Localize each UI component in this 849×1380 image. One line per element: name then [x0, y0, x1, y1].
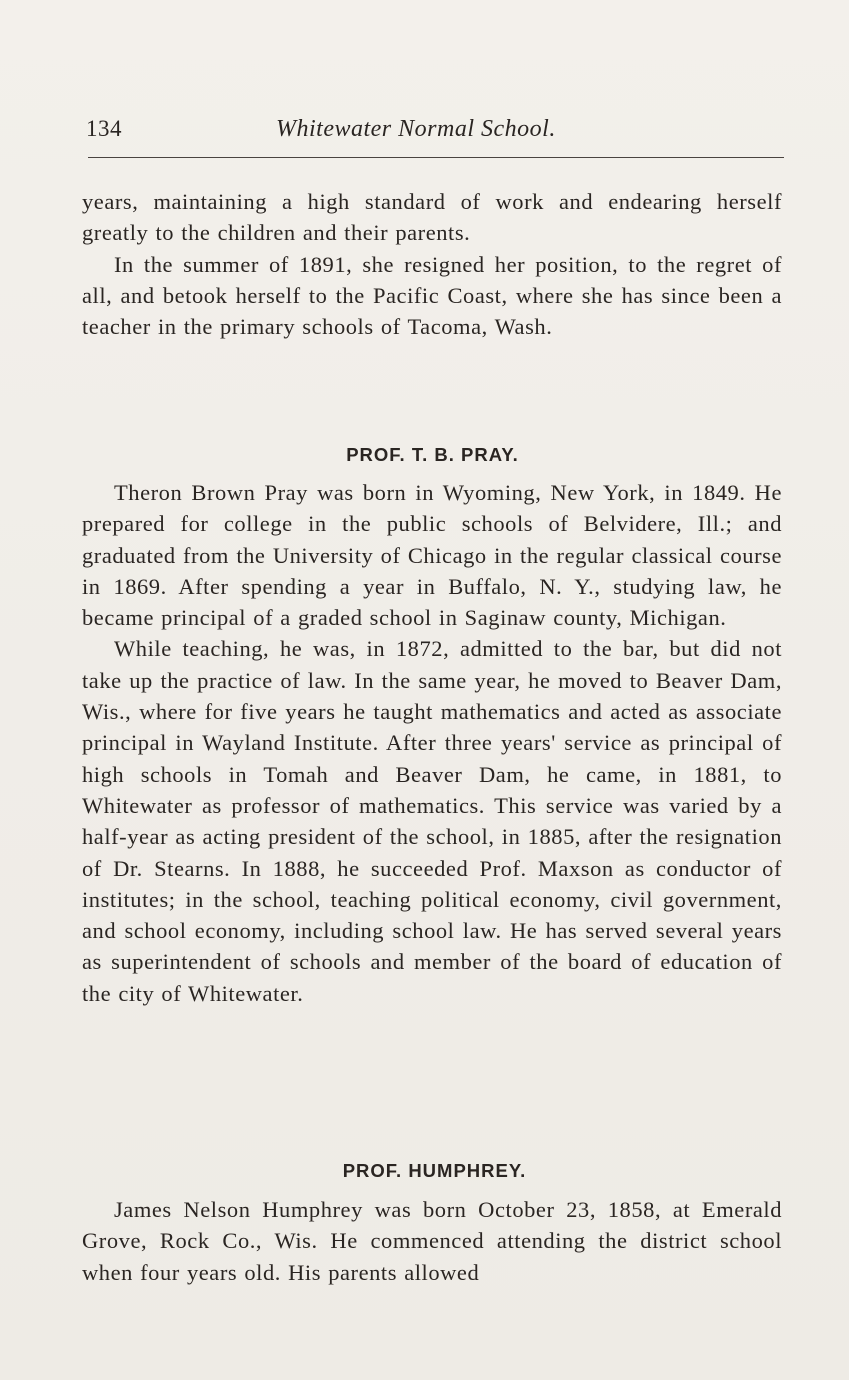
header-rule	[88, 157, 784, 158]
paragraph: years, maintaining a high standard of work and endearing herself greatly to the children and their parents.	[82, 189, 782, 246]
paragraph: While teaching, he was, in 1872, admitted to the bar, but did not take up the practice of law. In the same year, he moved to Beaver Dam, Wis., where for five years he taught mathematics and acted as associate principal in Wayland Institute. After three years' service as principal of high schools in Tomah and Beaver Dam, he came, in 1881, to Whitewater as professor of mathematics. This service was varied by a half-year as acting president of the school, in 1885, after the resignation of Dr. Stearns. In 1888, he succeeded Prof. Maxson as conductor of institutes; in the school, teaching political economy, civil government, and school economy, including school law. He has served several years as superintendent of schools and member of the board of education of the city of Whitewater.	[82, 636, 782, 1006]
pray-text	[82, 477, 782, 1009]
page-number: 134	[86, 116, 122, 141]
section-heading-pray: PROF. T. B. PRAY.	[346, 444, 519, 465]
paragraph: In the summer of 1891, she resigned her position, to the regret of all, and betook herself to the Pacific Coast, where she has since been a teacher in the primary schools of Tacoma, Wash.	[82, 251, 782, 340]
section-heading-humphrey: PROF. HUMPHREY.	[342, 1160, 527, 1181]
intro-text	[82, 186, 782, 342]
humphrey-text	[82, 1194, 782, 1288]
running-title: Whitewater Normal School.	[276, 116, 556, 142]
paragraph: James Nelson Humphrey was born October 23, 1858, at Emerald Grove, Rock Co., Wis. He commenced attending the district school when four years old. His parents allowed	[82, 1197, 782, 1285]
paragraph: Theron Brown Pray was born in Wyoming, New York, in 1849. He prepared for college in the public schools of Belvidere, Ill.; and graduated from the University of Chicago in the regular classical course in 1869. After spending a year in Buffalo, N. Y., studying law, he became principal of a graded school in Saginaw county, Michigan.	[82, 480, 782, 631]
page-header	[86, 112, 783, 152]
